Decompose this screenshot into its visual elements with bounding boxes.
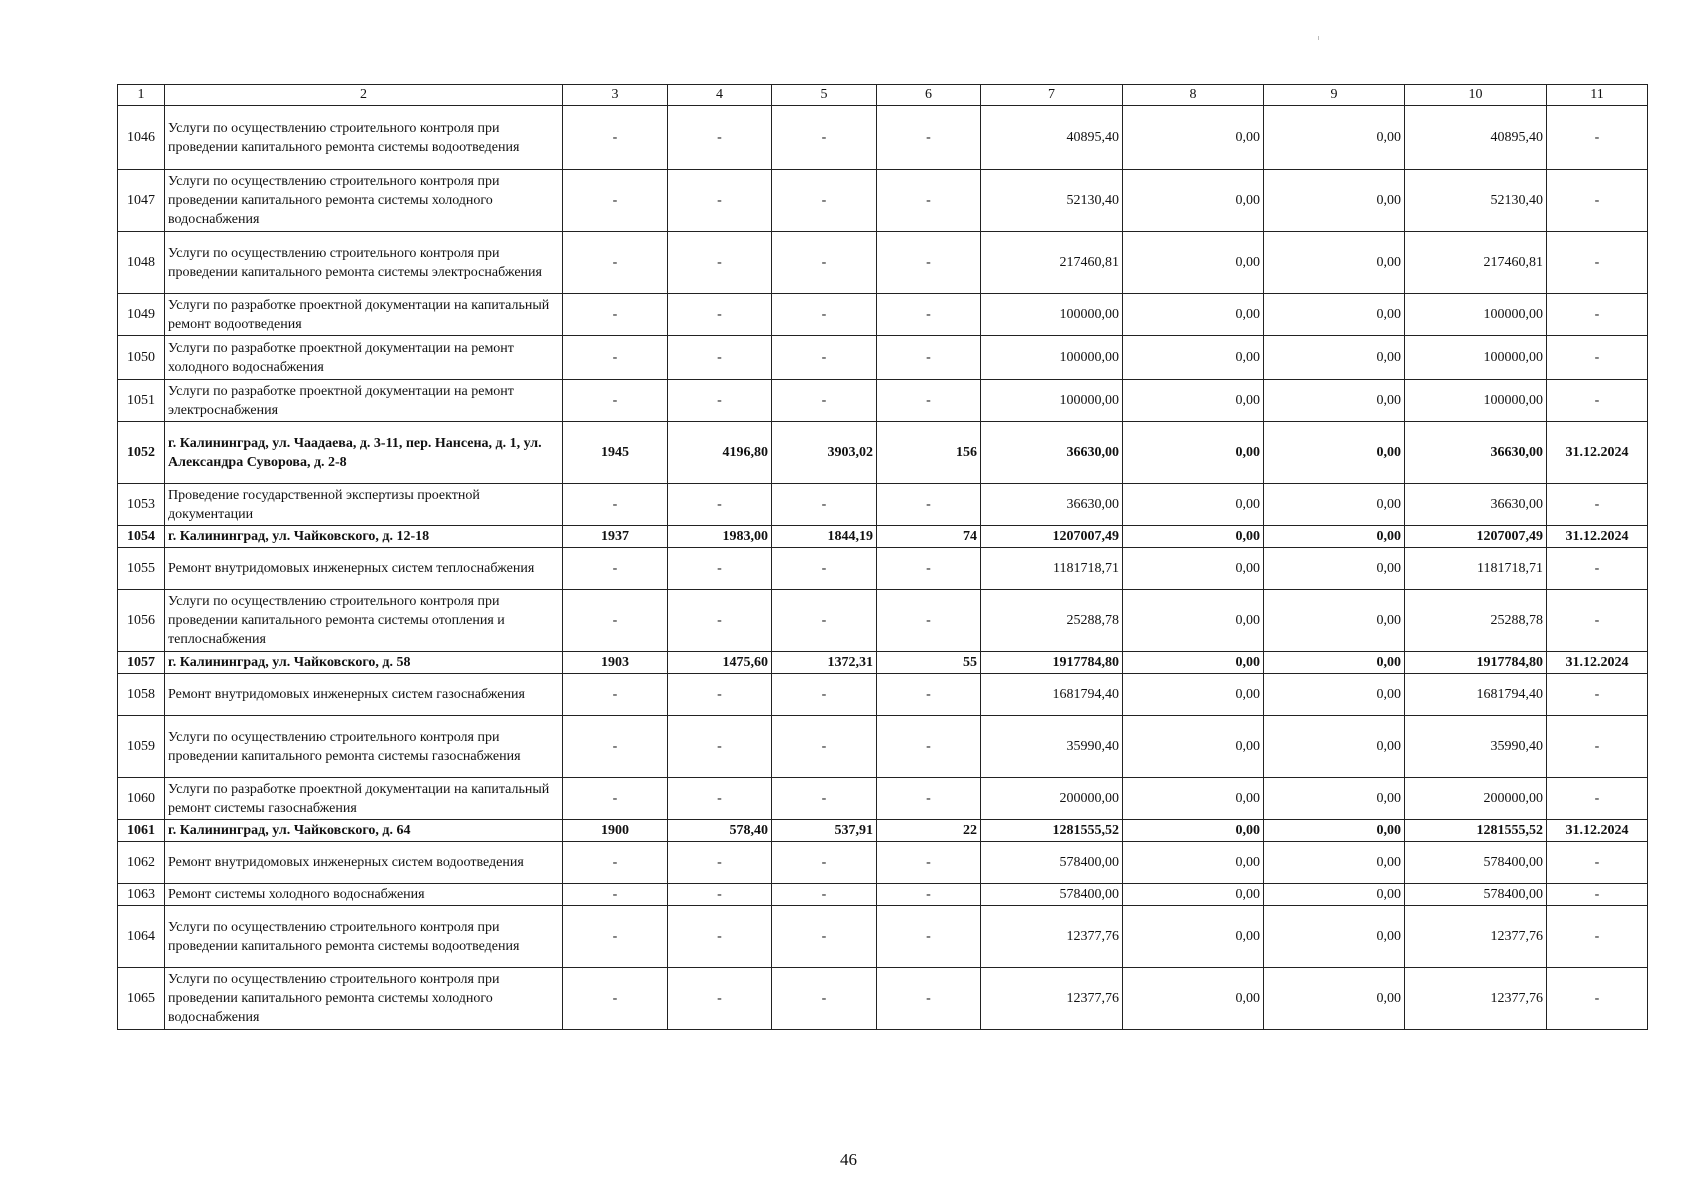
value-cell: 0,00 — [1264, 778, 1405, 820]
value-cell: 0,00 — [1264, 906, 1405, 968]
value-cell: 36630,00 — [981, 422, 1123, 484]
value-cell: 217460,81 — [1405, 232, 1547, 294]
value-cell: 200000,00 — [981, 778, 1123, 820]
value-cell: 0,00 — [1123, 590, 1264, 652]
value-cell: 0,00 — [1123, 884, 1264, 906]
value-cell: 4196,80 — [668, 422, 772, 484]
value-cell: - — [1547, 294, 1648, 336]
value-cell: - — [563, 106, 668, 170]
value-cell: 1475,60 — [668, 652, 772, 674]
value-cell: 1207007,49 — [1405, 526, 1547, 548]
row-number-cell: 1054 — [118, 526, 165, 548]
value-cell: 0,00 — [1123, 778, 1264, 820]
value-cell: - — [772, 106, 877, 170]
value-cell: - — [772, 380, 877, 422]
value-cell: 55 — [877, 652, 981, 674]
value-cell: 1844,19 — [772, 526, 877, 548]
value-cell: - — [1547, 590, 1648, 652]
value-cell: 0,00 — [1264, 884, 1405, 906]
value-cell: 0,00 — [1123, 336, 1264, 380]
value-cell: - — [877, 968, 981, 1030]
value-cell: 3903,02 — [772, 422, 877, 484]
value-cell: 1945 — [563, 422, 668, 484]
value-cell: - — [668, 380, 772, 422]
value-cell: - — [563, 484, 668, 526]
value-cell: 0,00 — [1123, 548, 1264, 590]
table-row — [118, 884, 1648, 906]
value-cell: - — [668, 716, 772, 778]
column-number-header-row — [118, 85, 1648, 106]
item-name-cell: Услуги по разработке проектной документации на капитальный ремонт системы газоснабжения — [165, 778, 563, 820]
value-cell: 0,00 — [1264, 820, 1405, 842]
table-row — [118, 906, 1648, 968]
value-cell: 0,00 — [1123, 294, 1264, 336]
value-cell: 1181718,71 — [981, 548, 1123, 590]
table-row — [118, 526, 1648, 548]
value-cell: - — [772, 294, 877, 336]
value-cell: 578400,00 — [1405, 884, 1547, 906]
value-cell: 1900 — [563, 820, 668, 842]
table-body — [118, 106, 1648, 1030]
value-cell: - — [877, 590, 981, 652]
value-cell: 31.12.2024 — [1547, 526, 1648, 548]
value-cell: - — [877, 232, 981, 294]
column-header: 11 — [1547, 85, 1648, 106]
value-cell: 1681794,40 — [1405, 674, 1547, 716]
value-cell: - — [1547, 674, 1648, 716]
value-cell: 31.12.2024 — [1547, 652, 1648, 674]
item-name-cell: Услуги по осуществлению строительного контроля при проведении капитального ремонта системы газоснабжения — [165, 716, 563, 778]
scan-mark — [1318, 36, 1319, 40]
value-cell: 25288,78 — [1405, 590, 1547, 652]
value-cell: 0,00 — [1264, 674, 1405, 716]
value-cell: - — [668, 294, 772, 336]
value-cell: - — [877, 170, 981, 232]
table-row — [118, 170, 1648, 232]
value-cell: - — [1547, 232, 1648, 294]
value-cell: 0,00 — [1123, 106, 1264, 170]
value-cell: 36630,00 — [1405, 484, 1547, 526]
value-cell: - — [563, 170, 668, 232]
value-cell: 578400,00 — [981, 884, 1123, 906]
value-cell: - — [772, 884, 877, 906]
table-row — [118, 294, 1648, 336]
value-cell: - — [772, 484, 877, 526]
value-cell: 1917784,80 — [1405, 652, 1547, 674]
value-cell: - — [877, 842, 981, 884]
value-cell: - — [668, 106, 772, 170]
column-header: 2 — [165, 85, 563, 106]
value-cell: - — [877, 380, 981, 422]
value-cell: 12377,76 — [1405, 906, 1547, 968]
value-cell: - — [563, 590, 668, 652]
table-row — [118, 652, 1648, 674]
value-cell: - — [1547, 968, 1648, 1030]
table-row — [118, 106, 1648, 170]
value-cell: - — [1547, 884, 1648, 906]
row-number-cell: 1064 — [118, 906, 165, 968]
column-header: 4 — [668, 85, 772, 106]
capital-repair-table — [117, 84, 1648, 1030]
value-cell: - — [563, 380, 668, 422]
value-cell: - — [1547, 170, 1648, 232]
value-cell: - — [772, 716, 877, 778]
value-cell: - — [772, 590, 877, 652]
value-cell: - — [668, 968, 772, 1030]
column-header: 8 — [1123, 85, 1264, 106]
value-cell: 0,00 — [1264, 590, 1405, 652]
value-cell: 1372,31 — [772, 652, 877, 674]
table-row — [118, 422, 1648, 484]
value-cell: 1903 — [563, 652, 668, 674]
value-cell: 1281555,52 — [981, 820, 1123, 842]
item-name-cell: Услуги по осуществлению строительного контроля при проведении капитального ремонта системы электроснабжения — [165, 232, 563, 294]
value-cell: 0,00 — [1123, 842, 1264, 884]
value-cell: - — [563, 232, 668, 294]
value-cell: 0,00 — [1123, 484, 1264, 526]
value-cell: - — [668, 548, 772, 590]
item-name-cell: Услуги по разработке проектной документации на капитальный ремонт водоотведения — [165, 294, 563, 336]
value-cell: 22 — [877, 820, 981, 842]
value-cell: 52130,40 — [981, 170, 1123, 232]
value-cell: - — [563, 778, 668, 820]
row-number-cell: 1047 — [118, 170, 165, 232]
value-cell: 100000,00 — [981, 380, 1123, 422]
item-name-cell: Услуги по осуществлению строительного контроля при проведении капитального ремонта системы холодного водоснабжения — [165, 968, 563, 1030]
value-cell: - — [1547, 548, 1648, 590]
column-header: 5 — [772, 85, 877, 106]
item-name-cell: г. Калининград, ул. Чайковского, д. 12-18 — [165, 526, 563, 548]
value-cell: 0,00 — [1264, 422, 1405, 484]
value-cell: 74 — [877, 526, 981, 548]
value-cell: 35990,40 — [981, 716, 1123, 778]
value-cell: 0,00 — [1264, 548, 1405, 590]
value-cell: - — [877, 716, 981, 778]
column-header: 10 — [1405, 85, 1547, 106]
row-number-cell: 1055 — [118, 548, 165, 590]
value-cell: - — [668, 884, 772, 906]
table-row — [118, 380, 1648, 422]
value-cell: 578400,00 — [981, 842, 1123, 884]
row-number-cell: 1046 — [118, 106, 165, 170]
value-cell: - — [563, 906, 668, 968]
value-cell: - — [877, 778, 981, 820]
value-cell: 217460,81 — [981, 232, 1123, 294]
value-cell: 40895,40 — [981, 106, 1123, 170]
table-row — [118, 674, 1648, 716]
row-number-cell: 1058 — [118, 674, 165, 716]
value-cell: 36630,00 — [1405, 422, 1547, 484]
value-cell: - — [772, 968, 877, 1030]
item-name-cell: Ремонт внутридомовых инженерных систем теплоснабжения — [165, 548, 563, 590]
value-cell: - — [1547, 336, 1648, 380]
value-cell: - — [877, 294, 981, 336]
value-cell: - — [772, 548, 877, 590]
item-name-cell: г. Калининград, ул. Чайковского, д. 58 — [165, 652, 563, 674]
value-cell: - — [1547, 484, 1648, 526]
value-cell: - — [668, 842, 772, 884]
value-cell: - — [563, 842, 668, 884]
item-name-cell: г. Калининград, ул. Чайковского, д. 64 — [165, 820, 563, 842]
value-cell: 0,00 — [1123, 906, 1264, 968]
value-cell: 100000,00 — [981, 294, 1123, 336]
value-cell: 0,00 — [1264, 294, 1405, 336]
value-cell: 0,00 — [1123, 170, 1264, 232]
value-cell: - — [772, 232, 877, 294]
value-cell: 0,00 — [1123, 716, 1264, 778]
value-cell: 12377,76 — [1405, 968, 1547, 1030]
value-cell: 0,00 — [1264, 968, 1405, 1030]
value-cell: 25288,78 — [981, 590, 1123, 652]
row-number-cell: 1062 — [118, 842, 165, 884]
value-cell: 537,91 — [772, 820, 877, 842]
value-cell: - — [772, 674, 877, 716]
value-cell: - — [668, 778, 772, 820]
column-header: 3 — [563, 85, 668, 106]
row-number-cell: 1063 — [118, 884, 165, 906]
value-cell: - — [668, 906, 772, 968]
table-row — [118, 590, 1648, 652]
table-row — [118, 820, 1648, 842]
item-name-cell: Услуги по осуществлению строительного контроля при проведении капитального ремонта системы холодного водоснабжения — [165, 170, 563, 232]
column-header: 7 — [981, 85, 1123, 106]
row-number-cell: 1065 — [118, 968, 165, 1030]
value-cell: 1983,00 — [668, 526, 772, 548]
item-name-cell: г. Калининград, ул. Чаадаева, д. 3-11, пер. Нансена, д. 1, ул. Александра Суворова, д. 2-8 — [165, 422, 563, 484]
value-cell: 0,00 — [1264, 170, 1405, 232]
value-cell: 1281555,52 — [1405, 820, 1547, 842]
row-number-cell: 1060 — [118, 778, 165, 820]
value-cell: 100000,00 — [981, 336, 1123, 380]
value-cell: - — [1547, 906, 1648, 968]
page-number: 46 — [840, 1150, 857, 1169]
value-cell: - — [877, 906, 981, 968]
value-cell: - — [668, 232, 772, 294]
value-cell: 0,00 — [1264, 526, 1405, 548]
value-cell: 578,40 — [668, 820, 772, 842]
value-cell: 0,00 — [1264, 652, 1405, 674]
value-cell: 35990,40 — [1405, 716, 1547, 778]
value-cell: - — [1547, 778, 1648, 820]
value-cell: 0,00 — [1264, 336, 1405, 380]
value-cell: 0,00 — [1123, 652, 1264, 674]
value-cell: 100000,00 — [1405, 336, 1547, 380]
value-cell: 12377,76 — [981, 968, 1123, 1030]
table-row — [118, 484, 1648, 526]
value-cell: - — [668, 484, 772, 526]
value-cell: 100000,00 — [1405, 380, 1547, 422]
value-cell: 0,00 — [1264, 842, 1405, 884]
value-cell: - — [772, 778, 877, 820]
value-cell: - — [563, 336, 668, 380]
value-cell: 52130,40 — [1405, 170, 1547, 232]
value-cell: - — [877, 884, 981, 906]
value-cell: 0,00 — [1123, 232, 1264, 294]
value-cell: 0,00 — [1123, 820, 1264, 842]
value-cell: - — [563, 968, 668, 1030]
row-number-cell: 1057 — [118, 652, 165, 674]
item-name-cell: Ремонт системы холодного водоснабжения — [165, 884, 563, 906]
row-number-cell: 1053 — [118, 484, 165, 526]
row-number-cell: 1052 — [118, 422, 165, 484]
value-cell: - — [772, 170, 877, 232]
value-cell: 40895,40 — [1405, 106, 1547, 170]
value-cell: - — [563, 884, 668, 906]
row-number-cell: 1051 — [118, 380, 165, 422]
value-cell: 100000,00 — [1405, 294, 1547, 336]
value-cell: - — [877, 336, 981, 380]
value-cell: - — [772, 906, 877, 968]
row-number-cell: 1061 — [118, 820, 165, 842]
value-cell: - — [877, 106, 981, 170]
value-cell: 1207007,49 — [981, 526, 1123, 548]
value-cell: 0,00 — [1264, 484, 1405, 526]
item-name-cell: Проведение государственной экспертизы проектной документации — [165, 484, 563, 526]
table-row — [118, 548, 1648, 590]
value-cell: - — [772, 842, 877, 884]
value-cell: - — [1547, 106, 1648, 170]
item-name-cell: Ремонт внутридомовых инженерных систем водоотведения — [165, 842, 563, 884]
value-cell: 31.12.2024 — [1547, 820, 1648, 842]
row-number-cell: 1056 — [118, 590, 165, 652]
table-row — [118, 842, 1648, 884]
value-cell: - — [563, 674, 668, 716]
value-cell: - — [563, 716, 668, 778]
value-cell: 0,00 — [1123, 526, 1264, 548]
value-cell: - — [668, 336, 772, 380]
value-cell: - — [563, 294, 668, 336]
value-cell: - — [668, 170, 772, 232]
item-name-cell: Услуги по разработке проектной документации на ремонт электроснабжения — [165, 380, 563, 422]
value-cell: - — [668, 590, 772, 652]
table-row — [118, 778, 1648, 820]
column-header: 9 — [1264, 85, 1405, 106]
value-cell: - — [1547, 842, 1648, 884]
value-cell: 1917784,80 — [981, 652, 1123, 674]
item-name-cell: Услуги по разработке проектной документации на ремонт холодного водоснабжения — [165, 336, 563, 380]
value-cell: 1937 — [563, 526, 668, 548]
value-cell: 36630,00 — [981, 484, 1123, 526]
value-cell: 200000,00 — [1405, 778, 1547, 820]
value-cell: 0,00 — [1264, 380, 1405, 422]
item-name-cell: Услуги по осуществлению строительного контроля при проведении капитального ремонта системы водоотведения — [165, 906, 563, 968]
value-cell: 578400,00 — [1405, 842, 1547, 884]
table-row — [118, 232, 1648, 294]
value-cell: 1681794,40 — [981, 674, 1123, 716]
table-row — [118, 716, 1648, 778]
value-cell: 0,00 — [1264, 232, 1405, 294]
value-cell: 0,00 — [1123, 422, 1264, 484]
value-cell: 12377,76 — [981, 906, 1123, 968]
row-number-cell: 1059 — [118, 716, 165, 778]
item-name-cell: Ремонт внутридомовых инженерных систем газоснабжения — [165, 674, 563, 716]
table-row — [118, 968, 1648, 1030]
row-number-cell: 1049 — [118, 294, 165, 336]
value-cell: - — [1547, 380, 1648, 422]
column-header: 1 — [118, 85, 165, 106]
row-number-cell: 1050 — [118, 336, 165, 380]
value-cell: 0,00 — [1264, 106, 1405, 170]
value-cell: - — [563, 548, 668, 590]
value-cell: - — [668, 674, 772, 716]
value-cell: 0,00 — [1123, 968, 1264, 1030]
value-cell: 1181718,71 — [1405, 548, 1547, 590]
value-cell: 0,00 — [1123, 674, 1264, 716]
column-header: 6 — [877, 85, 981, 106]
item-name-cell: Услуги по осуществлению строительного контроля при проведении капитального ремонта системы отопления и теплоснабжения — [165, 590, 563, 652]
value-cell: 156 — [877, 422, 981, 484]
value-cell: 31.12.2024 — [1547, 422, 1648, 484]
item-name-cell: Услуги по осуществлению строительного контроля при проведении капитального ремонта системы водоотведения — [165, 106, 563, 170]
value-cell: 0,00 — [1264, 716, 1405, 778]
value-cell: - — [877, 484, 981, 526]
value-cell: - — [877, 674, 981, 716]
value-cell: 0,00 — [1123, 380, 1264, 422]
table-row — [118, 336, 1648, 380]
value-cell: - — [1547, 716, 1648, 778]
value-cell: - — [877, 548, 981, 590]
row-number-cell: 1048 — [118, 232, 165, 294]
value-cell: - — [772, 336, 877, 380]
